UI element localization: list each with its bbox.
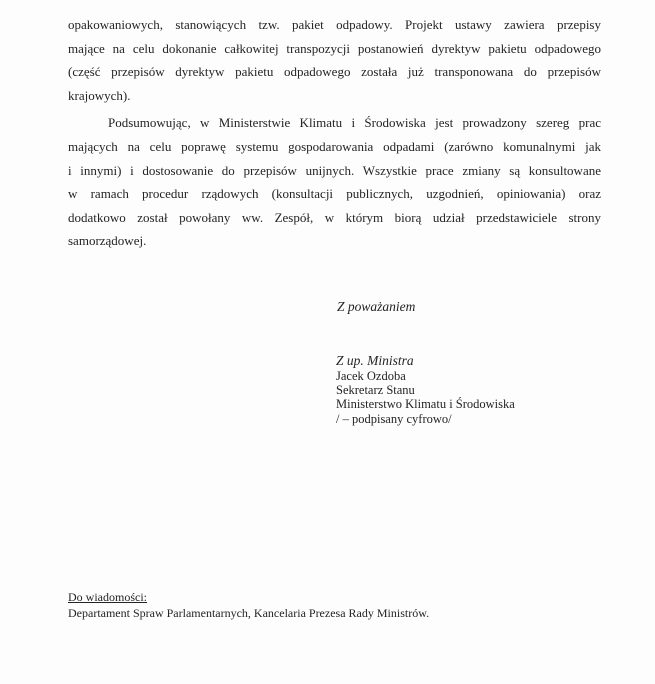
body-text-line: krajowych). [68,87,131,103]
body-text-line: dodatkowo został powołany ww. Zespół, w którym biorą udział przedstawiciele strony [68,209,601,225]
signature-authority: Z up. Ministra [336,353,414,368]
cc-section [68,590,429,621]
body-text-line: samorządowej. [68,233,147,249]
paragraph [68,13,601,107]
paragraph [68,111,601,253]
signature-name: Jacek Ozdoba [336,369,406,383]
closing-salutation: Z poważaniem [337,299,416,314]
cc-recipients: Departament Spraw Parlamentarnych, Kancelaria Prezesa Rady Ministrów. [68,605,430,620]
signature-title: Sekretarz Stanu [336,383,415,398]
body-text-line: i innymi) i dostosowanie do przepisów unijnych. Wszystkie prace zmiany są konsultowane [68,162,601,178]
signature-digital-note: / – podpisany cyfrowo/ [336,411,452,426]
body-text-line: mających na celu poprawę systemu gospodarowania odpadami (zarówno komunalnymi jak [68,138,601,154]
body-text-line: mające na celu dokonanie całkowitej transpozycji postanowień dyrektyw pakietu odpadowego [68,40,601,56]
body-text-line: w ramach procedur rządowych (konsultacji publicznych, uzgodnień, opiniowania) oraz [68,186,601,202]
cc-heading: Do wiadomości: [68,590,147,604]
signature-organization: Ministerstwo Klimatu i Środowiska [336,397,515,412]
body-text-line: opakowaniowych, stanowiących tzw. pakiet odpadowy. Projekt ustawy zawiera przepisy [68,17,601,32]
signature-block [336,352,515,426]
letter-body [68,13,601,253]
body-text-line: (część przepisów dyrektyw pakietu odpadowego została już transponowana do przepisów [68,64,601,80]
body-text-line: Podsumowując, w Ministerstwie Klimatu i Środowiska jest prowadzony szereg prac [108,115,601,131]
